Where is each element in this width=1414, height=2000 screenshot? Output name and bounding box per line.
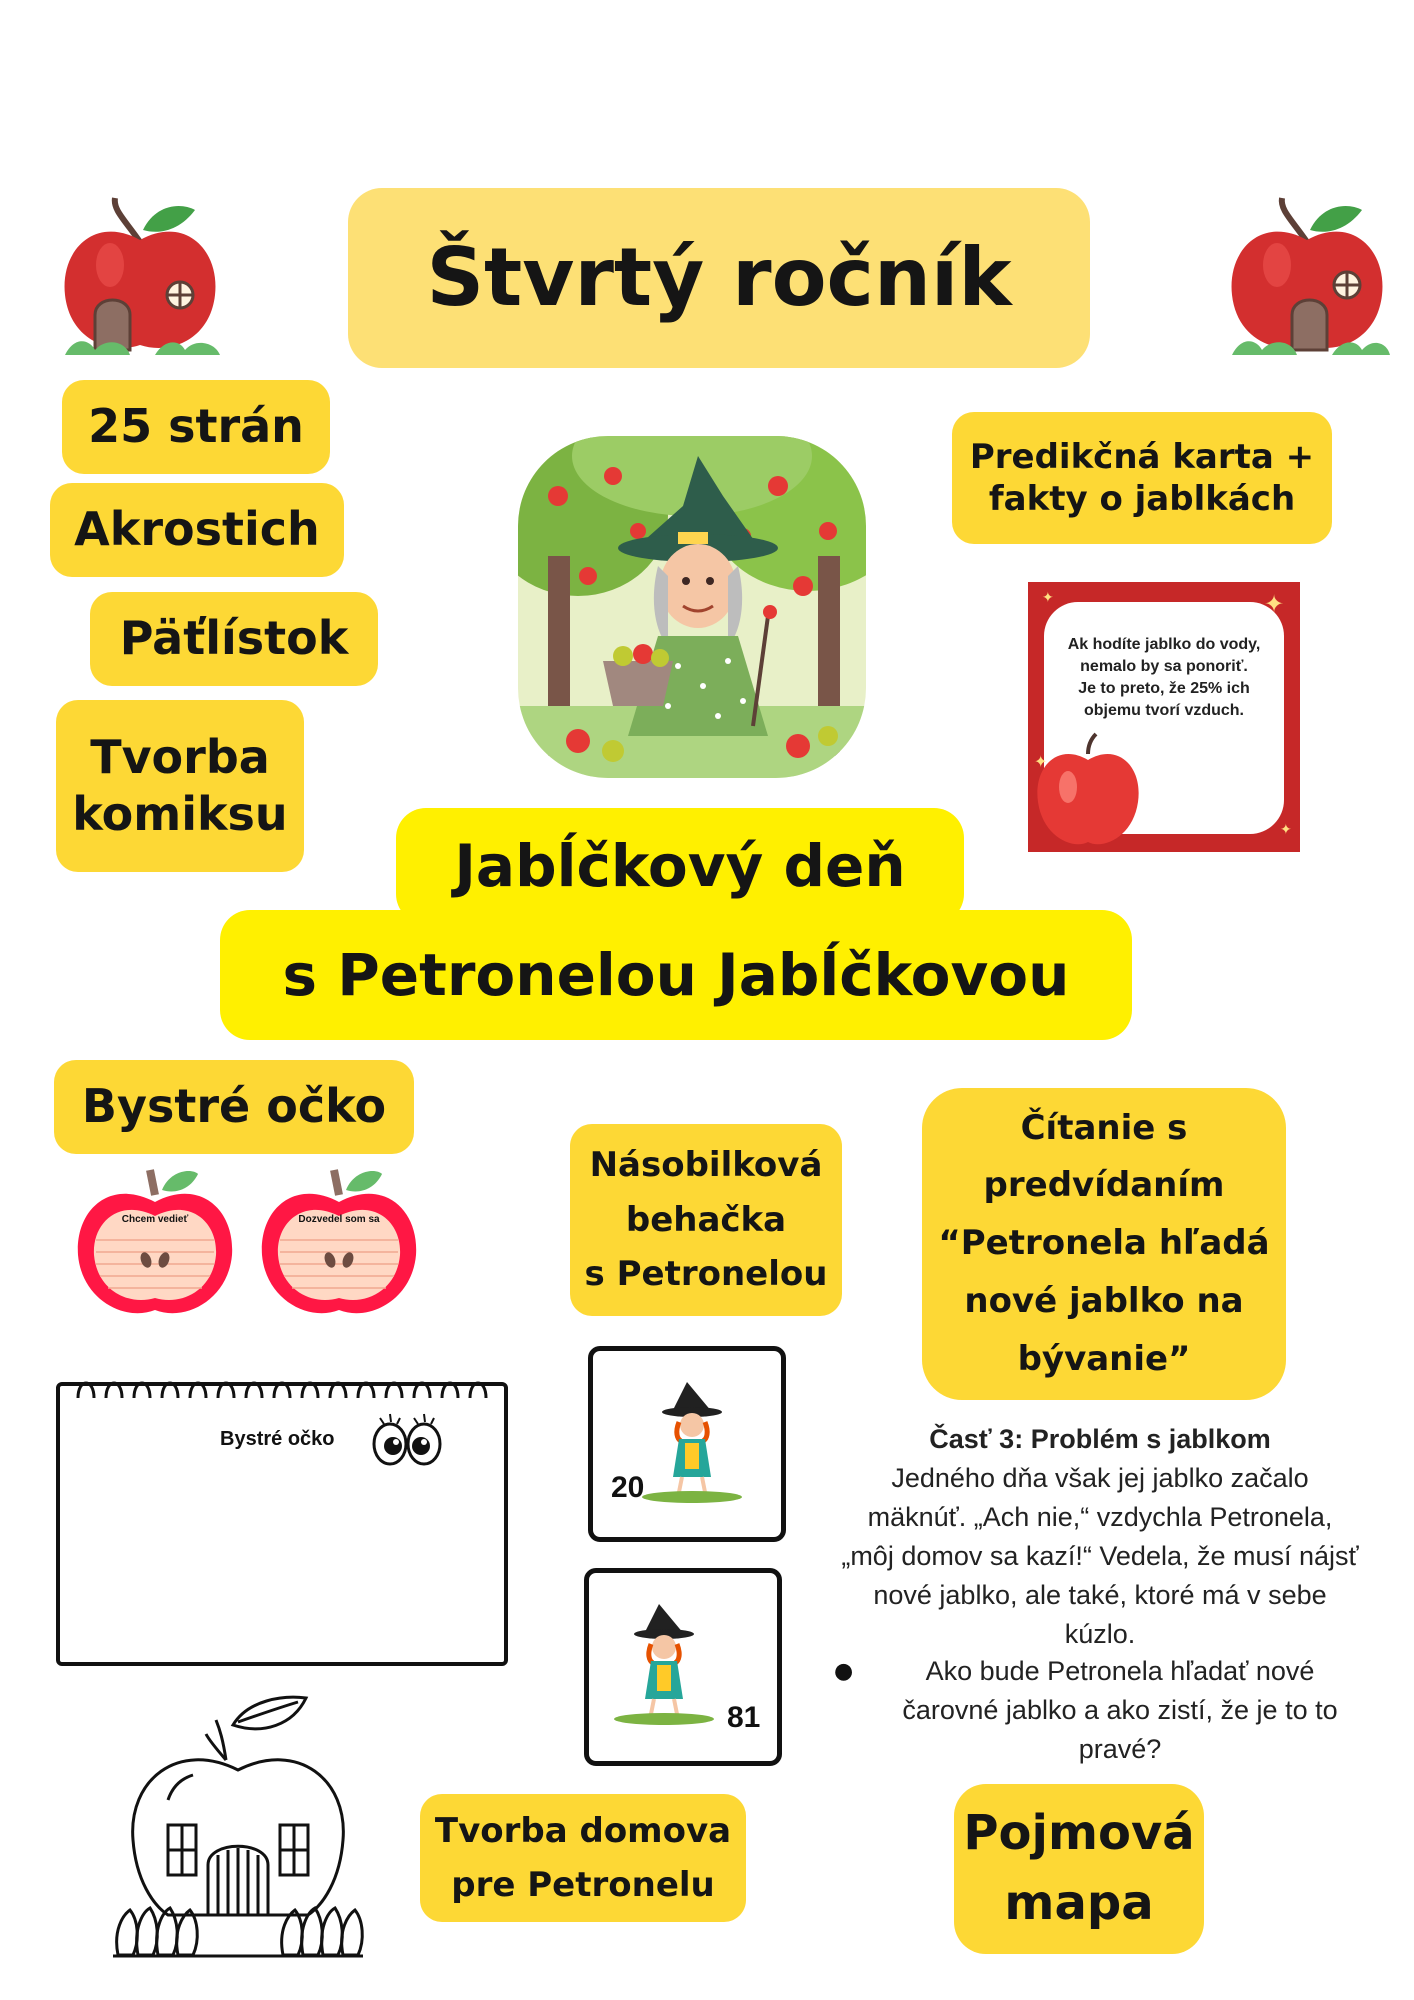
story-line4: nové jablko, ale také, ktoré má v sebe bbox=[873, 1580, 1327, 1610]
keen-eye-notepad bbox=[56, 1382, 508, 1666]
apple-house-icon-left bbox=[55, 190, 225, 360]
acrostic-badge: Akrostich bbox=[50, 483, 344, 577]
apple-house-outline-illustration bbox=[108, 1690, 368, 1970]
story-excerpt bbox=[810, 1420, 1390, 1654]
fact-line1: Ak hodíte jablko do vody, bbox=[1067, 636, 1261, 653]
fact-line2: nemalo by sa ponoriť. bbox=[1080, 658, 1248, 675]
reading-line1: Čítanie s bbox=[1020, 1107, 1188, 1148]
sparkle-icon: ✦ bbox=[1264, 590, 1285, 618]
reading-line4: nové jablko na bbox=[964, 1280, 1244, 1321]
fact-line3: Je to preto, že 25% ich bbox=[1078, 680, 1250, 697]
story-question bbox=[870, 1652, 1370, 1769]
multiplication-line2: behačka bbox=[625, 1199, 787, 1240]
sparkle-icon: ✦ bbox=[1280, 822, 1292, 838]
notepad-title: Bystré očko bbox=[220, 1428, 335, 1450]
comic-badge-line1: Tvorba bbox=[90, 729, 270, 784]
sparkle-icon: ✦ bbox=[1042, 590, 1054, 606]
comic-badge-line2: komiksu bbox=[72, 787, 288, 841]
prediction-line2: fakty o jablkách bbox=[988, 479, 1296, 519]
spiral-binding bbox=[70, 1370, 500, 1406]
story-line2: mäknúť. „Ach nie,“ vzdychla Petronela, bbox=[867, 1502, 1333, 1532]
task-card-81-number: 81 bbox=[727, 1701, 761, 1734]
main-title-line1: Jabĺčkový deň bbox=[396, 808, 964, 924]
reading-line2: predvídaním bbox=[983, 1165, 1225, 1206]
multiplication-line1: Násobilková bbox=[589, 1145, 823, 1186]
eyes-icon bbox=[370, 1408, 446, 1468]
story-bullet: ● bbox=[834, 1659, 854, 1684]
sparkle-icon: ✦ bbox=[1034, 752, 1048, 771]
page-title: Štvrtý ročník bbox=[348, 188, 1090, 368]
task-card-81 bbox=[584, 1568, 782, 1766]
home-line2: pre Petronelu bbox=[451, 1865, 715, 1905]
kwl-apple-want bbox=[70, 1160, 240, 1325]
prediction-card-badge bbox=[952, 412, 1332, 544]
story-line5: kúzlo. bbox=[1064, 1619, 1136, 1649]
story-heading: Časť 3: Problém s jablkom bbox=[929, 1424, 1271, 1454]
apple-fact-card bbox=[1028, 582, 1300, 852]
comic-badge bbox=[56, 700, 304, 872]
reading-line5: bývanie” bbox=[1017, 1338, 1191, 1379]
story-line3: „môj domov sa kazí!“ Vedela, že musí nájsť bbox=[841, 1541, 1359, 1571]
prediction-reading-badge bbox=[922, 1088, 1286, 1400]
prediction-line1: Predikčná karta + bbox=[969, 436, 1315, 477]
kwl-apple-want-shape bbox=[70, 1160, 240, 1325]
task-card-20-number: 20 bbox=[611, 1471, 645, 1504]
home-building-badge bbox=[420, 1794, 746, 1922]
task-card-20 bbox=[588, 1346, 786, 1542]
keen-eye-badge: Bystré očko bbox=[54, 1060, 414, 1154]
kwl-want-label: Chcem vedieť bbox=[121, 1214, 189, 1225]
multiplication-line3: s Petronelou bbox=[584, 1254, 828, 1295]
concept-map-badge bbox=[954, 1784, 1204, 1954]
kwl-apple-learned-shape bbox=[254, 1160, 424, 1325]
witch-figure-icon bbox=[637, 1377, 747, 1507]
home-line1: Tvorba domova bbox=[434, 1810, 732, 1851]
concept-map-line1: Pojmová bbox=[963, 1805, 1195, 1862]
multiplication-game-badge bbox=[570, 1124, 842, 1316]
story-line1: Jedného dňa však jej jablko začalo bbox=[891, 1463, 1309, 1493]
question-line2: čarovné jablko a ako zistí, že je to to bbox=[902, 1695, 1338, 1725]
red-apple-icon bbox=[1028, 732, 1148, 852]
pages-count-badge: 25 strán bbox=[62, 380, 330, 474]
kwl-learned-label: Dozvedel som sa bbox=[298, 1214, 380, 1225]
fact-card-text bbox=[1044, 634, 1284, 722]
kwl-apple-learned bbox=[254, 1160, 424, 1325]
apple-house-icon-right bbox=[1222, 190, 1392, 360]
witch-illustration bbox=[518, 436, 866, 778]
question-line3: pravé? bbox=[1078, 1734, 1162, 1764]
main-title-line2: s Petronelou Jabĺčkovou bbox=[220, 910, 1132, 1040]
reading-line3: “Petronela hľadá bbox=[938, 1223, 1270, 1264]
question-line1: Ako bude Petronela hľadať nové bbox=[925, 1656, 1315, 1686]
cinquain-badge: Päťlístok bbox=[90, 592, 378, 686]
concept-map-line2: mapa bbox=[1004, 1875, 1154, 1931]
witch-figure-icon bbox=[609, 1599, 719, 1729]
fact-line4: objemu tvorí vzduch. bbox=[1083, 702, 1244, 719]
